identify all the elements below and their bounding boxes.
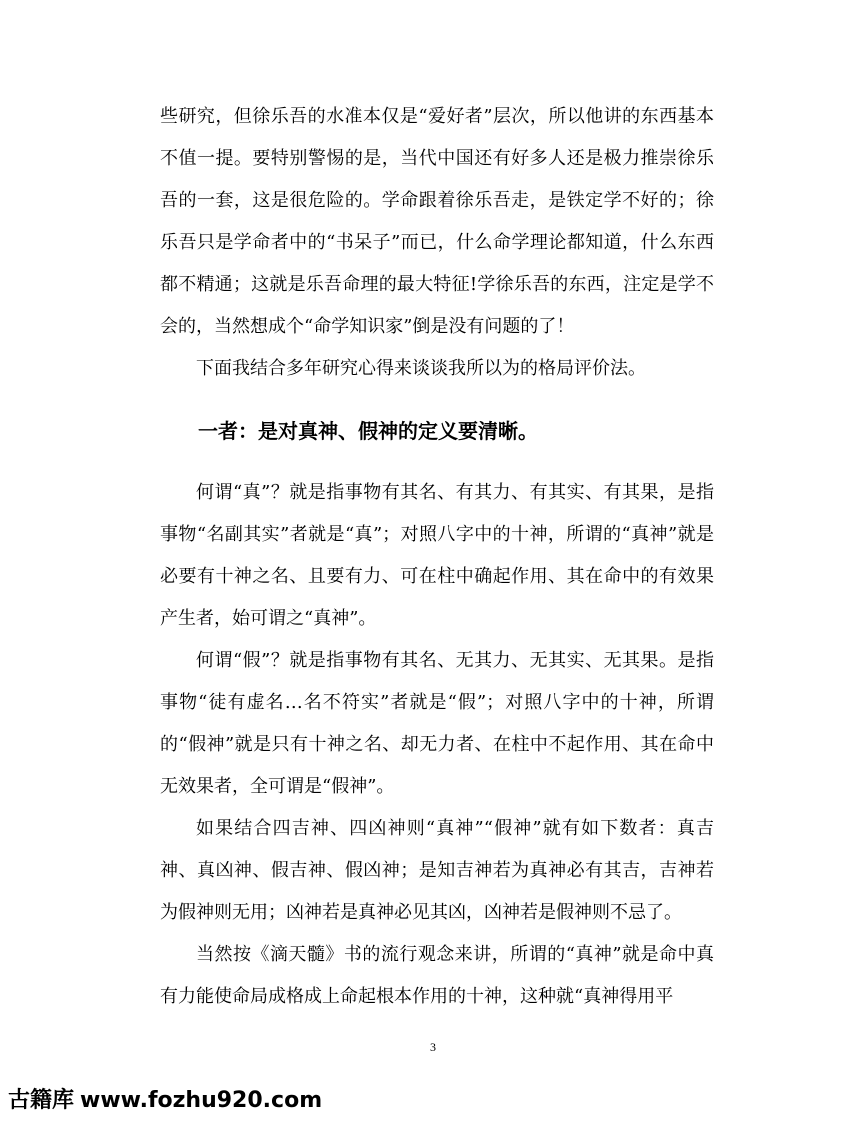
paragraph-1: 些研究，但徐乐吾的水准本仅是“爱好者”层次，所以他讲的东西基本不值一提。要特别警惕的是，当代中国还有好多人还是极力推崇徐乐吾的一套，这是很危险的。学命跟着徐乐吾走，是铁定学不好的；徐乐吾只是学命者中的“书呆子”而已，什么命学理论都知道，什么东西都不精通；这就是乐吾命理的最大特征!学徐乐吾的东西，注定是学不会的，当然想成个“命学知识家”倒是没有问题的了！ (160, 106, 714, 337)
watermark-url: www.fozhu920.com (80, 1088, 323, 1113)
paragraph-5: 如果结合四吉神、四凶神则“真神”“假神”就有如下数者：真吉神、真凶神、假吉神、假凶神；是知吉神若为真神必有其吉，吉神若为假神则无用；凶神若是真神必见其凶，凶神若是假神则不忌了。 (160, 818, 714, 923)
page-number: 3 (430, 1040, 436, 1054)
site-watermark (8, 1083, 322, 1114)
paragraph-4: 何谓“假”？就是指事物有其名、无其力、无其实、无其果。是指事物“徒有虚名…名不符实”者就是“假”；对照八字中的十神，所谓的“假神”就是只有十神之名、却无力者、在柱中不起作用、其在命中无效果者，全可谓是“假神”。 (160, 650, 714, 797)
paragraph-6: 当然按《滴天髓》书的流行观念来讲，所谓的“真神”就是命中真有力能使命局成格成上命起根本作用的十神，这种就“真神得用平 (160, 944, 714, 1007)
paragraph-2: 下面我结合多年研究心得来谈谈我所以为的格局评价法。 (196, 358, 646, 379)
watermark-site-name: 古籍库 (8, 1088, 75, 1113)
document-body (160, 96, 714, 1018)
section-heading: 一者：是对真神、假神的定义要清晰。 (198, 419, 538, 443)
paragraph-3: 何谓“真”？就是指事物有其名、有其力、有其实、有其果，是指事物“名副其实”者就是“真”；对照八字中的十神，所谓的“真神”就是必要有十神之名、且要有力、可在柱中确起作用、其在命中的有效果产生者，始可谓之“真神”。 (160, 482, 714, 629)
